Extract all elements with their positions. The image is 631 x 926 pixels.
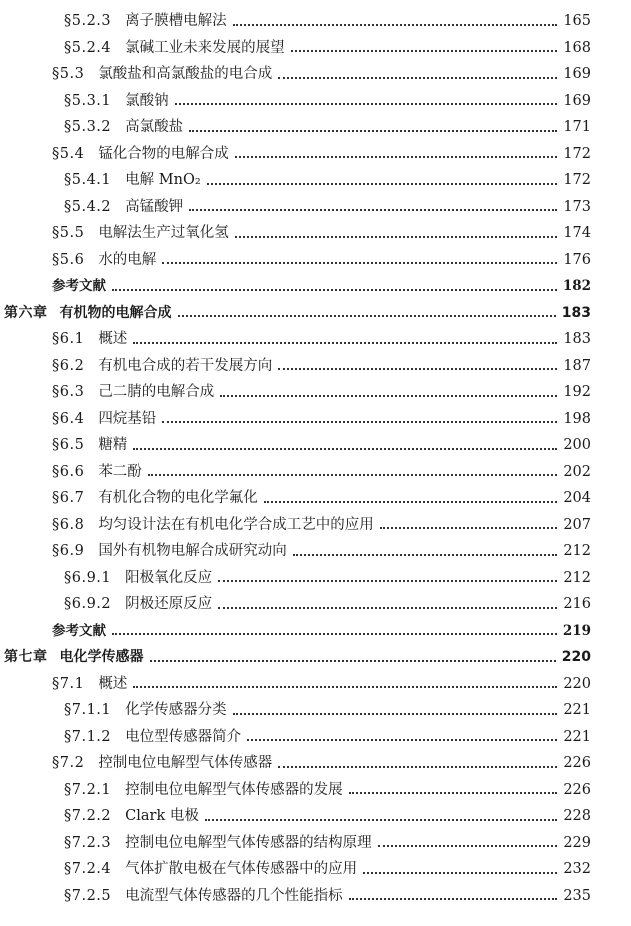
section-title: 阴极还原反应	[125, 596, 213, 612]
section-title: 均匀设计法在有机电化学合成工艺中的应用	[98, 516, 374, 533]
section-number: §5.3.2	[64, 119, 112, 135]
toc-entry	[52, 486, 591, 510]
section-number: §7.2.5	[64, 887, 112, 904]
toc-entry	[64, 195, 591, 219]
section-number: §5.3.1	[64, 92, 112, 109]
section-title: 电流型气体传感器的几个性能指标	[125, 887, 343, 904]
toc-entry	[64, 725, 591, 749]
dot-leader	[189, 129, 557, 132]
section-number: §6.9	[52, 543, 85, 559]
section-title: 水的电解	[98, 251, 157, 268]
section-title: 电化学传感器	[59, 649, 144, 665]
page-number: 171	[563, 119, 591, 135]
dot-leader	[349, 791, 557, 794]
dot-leader	[247, 738, 557, 741]
section-number: §6.7	[52, 490, 85, 506]
section-title: 有机化合物的电化学氟化	[98, 490, 258, 506]
toc-entry	[64, 884, 591, 908]
toc-entry	[52, 221, 591, 245]
toc-entry	[52, 407, 591, 431]
page-number: 172	[563, 145, 591, 162]
toc-entry	[52, 751, 591, 775]
dot-leader	[278, 765, 557, 768]
references-entry	[52, 619, 591, 643]
page-number: 187	[563, 357, 591, 374]
section-title: 锰化合物的电解合成	[98, 145, 229, 162]
dot-leader	[150, 659, 556, 662]
toc-entry	[52, 354, 591, 378]
section-number: §5.2.3	[64, 13, 112, 29]
page-number: 165	[563, 13, 591, 29]
section-number: §7.2.4	[64, 861, 112, 877]
dot-leader	[189, 208, 557, 211]
page-number: 198	[563, 410, 591, 427]
toc-entry	[64, 778, 591, 802]
section-title: 概述	[98, 331, 128, 347]
toc-entry	[52, 433, 591, 457]
section-title: Clark 电极	[125, 808, 199, 824]
section-title: 化学传感器分类	[125, 702, 227, 718]
section-title: 氯碱工业未来发展的展望	[125, 39, 285, 56]
section-title: 参考文献	[52, 622, 106, 639]
dot-leader	[378, 844, 557, 847]
toc-entry	[52, 513, 591, 537]
page-number: 228	[563, 808, 591, 824]
dot-leader	[133, 341, 557, 344]
section-number: §6.5	[52, 437, 85, 453]
page-number: 220	[563, 675, 591, 692]
section-number: §5.2.4	[64, 39, 112, 56]
toc-entry	[64, 115, 591, 139]
toc-entry	[64, 566, 591, 590]
dot-leader	[133, 685, 557, 688]
dot-leader	[380, 526, 557, 529]
page-number: 235	[563, 887, 591, 904]
section-title: 气体扩散电极在气体传感器中的应用	[125, 861, 358, 877]
section-number: §5.4.1	[64, 172, 112, 188]
toc-entry	[64, 804, 591, 828]
dot-leader	[133, 447, 557, 450]
dot-leader	[112, 632, 557, 635]
page-number: 192	[563, 384, 591, 400]
section-number: §5.5	[52, 225, 85, 241]
dot-leader	[278, 76, 557, 79]
page-number: 174	[563, 225, 591, 241]
toc-entry	[64, 168, 591, 192]
section-title: 控制电位电解型气体传感器	[98, 755, 273, 771]
dot-leader	[220, 394, 557, 397]
page-number: 169	[563, 92, 591, 109]
dot-leader	[148, 473, 557, 476]
section-title: 己二腈的电解合成	[98, 384, 215, 400]
section-title: 氯酸盐和高氯酸盐的电合成	[98, 66, 273, 82]
section-title: 电解 MnO₂	[125, 172, 201, 188]
section-number: §7.1.1	[64, 702, 112, 718]
section-title: 糖精	[98, 437, 128, 453]
page-number: 176	[563, 251, 591, 268]
toc-entry	[64, 698, 591, 722]
section-number: §6.9.1	[64, 569, 112, 586]
section-number: §7.1.2	[64, 728, 112, 745]
section-title: 概述	[98, 675, 128, 692]
dot-leader	[162, 261, 557, 264]
page-number: 172	[563, 172, 591, 188]
section-number: §7.2.1	[64, 781, 112, 798]
page-number: 200	[563, 437, 591, 453]
section-number: §6.4	[52, 410, 85, 427]
section-number: §6.2	[52, 357, 85, 374]
dot-leader	[293, 553, 557, 556]
chapter-entry	[4, 301, 591, 325]
dot-leader	[264, 500, 557, 503]
section-number: §5.4.2	[64, 198, 112, 215]
toc-entry	[52, 248, 591, 272]
section-number: §6.9.2	[64, 596, 112, 612]
page-number: 204	[563, 490, 591, 506]
dot-leader	[205, 818, 557, 821]
page-number: 212	[563, 569, 591, 586]
section-number: §6.6	[52, 463, 85, 480]
page-number: 168	[563, 39, 591, 56]
section-title: 离子膜槽电解法	[125, 13, 227, 29]
dot-leader	[175, 102, 557, 105]
page-number: 182	[562, 278, 591, 294]
section-title: 有机电合成的若干发展方向	[98, 357, 273, 374]
page-number: 216	[563, 596, 591, 612]
dot-leader	[112, 288, 557, 291]
page-number: 229	[563, 834, 591, 851]
dot-leader	[235, 235, 557, 238]
section-title: 电位型传感器简介	[125, 728, 242, 745]
section-title: 高氯酸盐	[125, 119, 184, 135]
toc-entry	[52, 672, 591, 696]
section-title: 电解法生产过氧化氢	[98, 225, 229, 241]
section-number: §7.2.2	[64, 808, 112, 824]
section-number: §5.4	[52, 145, 85, 162]
dot-leader	[218, 579, 557, 582]
page-number: 219	[562, 622, 591, 639]
page-number: 232	[563, 861, 591, 877]
chapter-entry	[4, 645, 591, 669]
references-entry	[52, 274, 591, 298]
toc-entry	[52, 62, 591, 86]
page-number: 220	[561, 649, 591, 665]
section-title: 参考文献	[52, 278, 106, 294]
section-number: §5.6	[52, 251, 85, 268]
dot-leader	[349, 897, 557, 900]
toc-entry	[64, 592, 591, 616]
toc-entry	[64, 36, 591, 60]
section-number: §6.3	[52, 384, 85, 400]
page-number: 226	[563, 781, 591, 798]
toc-entry	[52, 539, 591, 563]
toc-entry	[64, 857, 591, 881]
dot-leader	[363, 871, 557, 874]
page-number: 226	[563, 755, 591, 771]
section-number: §6.1	[52, 331, 85, 347]
section-number: §6.8	[52, 516, 85, 533]
dot-leader	[233, 23, 557, 26]
page-number: 202	[563, 463, 591, 480]
section-title: 有机物的电解合成	[59, 304, 172, 321]
section-number: §7.1	[52, 675, 85, 692]
page-number: 221	[563, 702, 591, 718]
toc-entry	[52, 380, 591, 404]
dot-leader	[291, 49, 557, 52]
page-number: 173	[563, 198, 591, 215]
toc-entry	[52, 327, 591, 351]
section-title: 苯二酚	[98, 463, 142, 480]
section-title: 四烷基铅	[98, 410, 157, 427]
toc-entry	[52, 142, 591, 166]
section-number: 第七章	[4, 649, 48, 665]
dot-leader	[178, 314, 556, 317]
toc-entry	[64, 89, 591, 113]
page-number: 221	[563, 728, 591, 745]
toc-entry	[64, 831, 591, 855]
section-title: 国外有机物电解合成研究动向	[98, 543, 287, 559]
section-title: 控制电位电解型气体传感器的发展	[125, 781, 343, 798]
dot-leader	[207, 182, 557, 185]
page-number: 183	[563, 331, 591, 347]
section-title: 高锰酸钾	[125, 198, 184, 215]
dot-leader	[235, 155, 557, 158]
dot-leader	[278, 367, 557, 370]
section-title: 控制电位电解型气体传感器的结构原理	[125, 834, 372, 851]
section-number: §7.2.3	[64, 834, 112, 851]
page-number: 183	[561, 304, 591, 321]
dot-leader	[233, 712, 557, 715]
toc-entry	[64, 9, 591, 33]
section-title: 阳极氧化反应	[125, 569, 213, 586]
dot-leader	[218, 606, 557, 609]
section-number: 第六章	[4, 304, 48, 321]
dot-leader	[162, 420, 557, 423]
section-title: 氯酸钠	[125, 92, 169, 109]
section-number: §7.2	[52, 755, 85, 771]
page-number: 169	[563, 66, 591, 82]
page-number: 207	[563, 516, 591, 533]
toc-entry	[52, 460, 591, 484]
page-number: 212	[563, 543, 591, 559]
section-number: §5.3	[52, 66, 85, 82]
